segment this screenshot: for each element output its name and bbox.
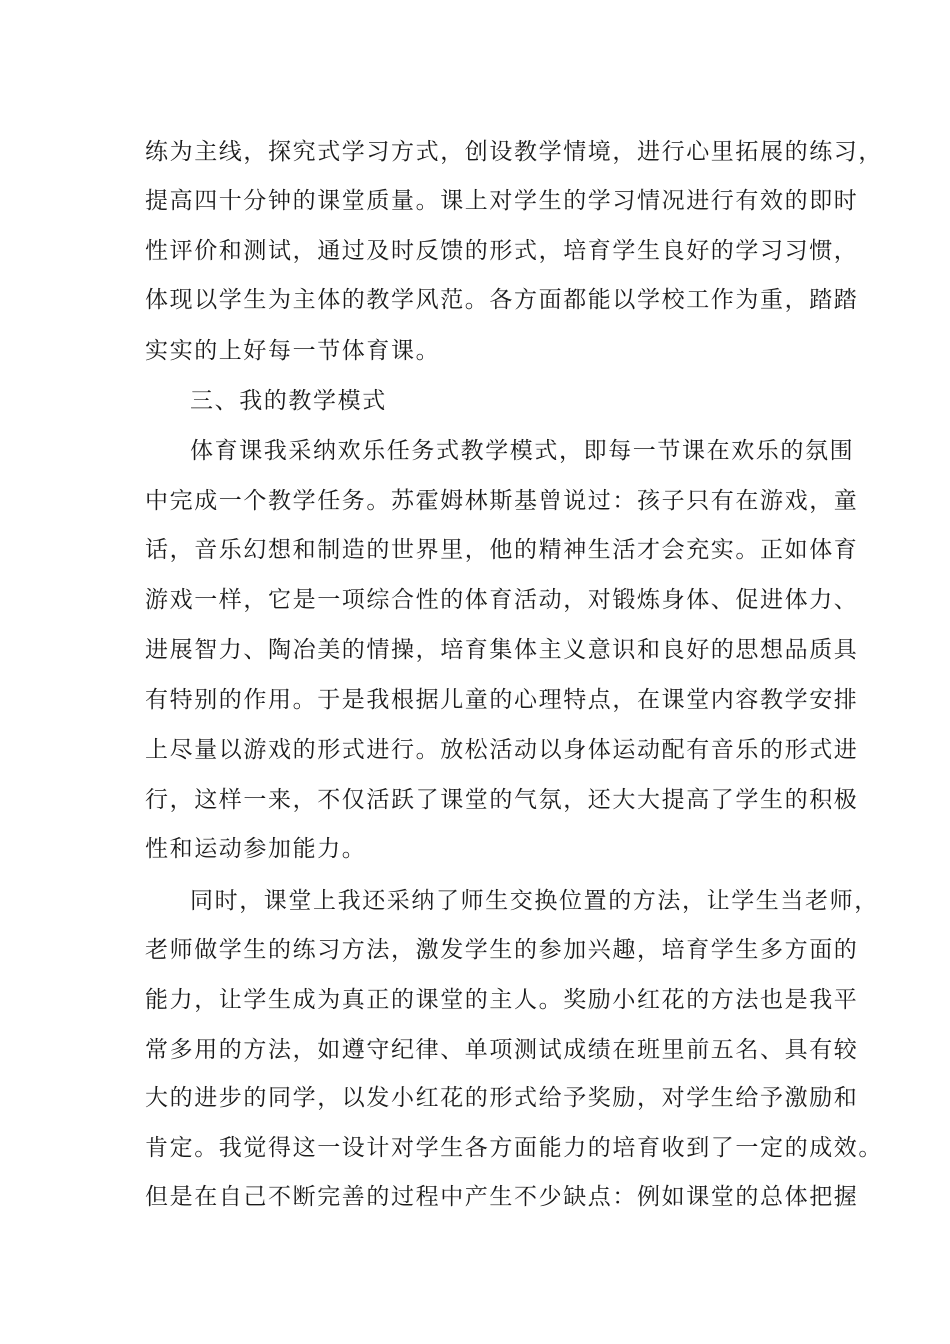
text-line: 进展智力、陶冶美的情操，培育集体主义意识和良好的思想品质具 [145,637,859,663]
text-line: 提高四十分钟的课堂质量。课上对学生的学习情况进行有效的即时 [145,188,859,214]
text-line: 行，这样一来，不仅活跃了课堂的气氛，还大大提高了学生的积极 [145,787,859,813]
text-line: 中完成一个教学任务。苏霍姆林斯基曾说过：孩子只有在游戏，童 [145,488,859,514]
section-heading: 三、我的教学模式 [190,388,387,414]
text-line: 肯定。我觉得这一设计对学生各方面能力的培育收到了一定的成效。 [145,1135,883,1161]
text-line: 性评价和测试，通过及时反馈的形式，培育学生良好的学习习惯， [145,238,859,264]
text-line: 有特别的作用。于是我根据儿童的心理特点，在课堂内容教学安排 [145,687,859,713]
text-line: 体现以学生为主体的教学风范。各方面都能以学校工作为重，踏踏 [145,287,859,313]
text-line: 体育课我采纳欢乐任务式教学模式，即每一节课在欢乐的氛围 [190,438,855,464]
text-line: 实实的上好每一节体育课。 [145,338,441,364]
text-line: 上尽量以游戏的形式进行。放松活动以身体运动配有音乐的形式进 [145,737,859,763]
text-line: 常多用的方法，如遵守纪律、单项测试成绩在班里前五名、具有较 [145,1037,859,1063]
text-line: 同时，课堂上我还采纳了师生交换位置的方法，让学生当老师， [190,888,879,914]
text-line: 能力，让学生成为真正的课堂的主人。奖励小红花的方法也是我平 [145,987,859,1013]
text-line: 性和运动参加能力。 [145,836,367,862]
text-line: 但是在自己不断完善的过程中产生不少缺点：例如课堂的总体把握 [145,1184,859,1210]
text-line: 大的进步的同学，以发小红花的形式给予奖励，对学生给予激励和 [145,1085,859,1111]
text-line: 游戏一样，它是一项综合性的体育活动，对锻炼身体、促进体力、 [145,587,859,613]
text-line: 话，音乐幻想和制造的世界里，他的精神生活才会充实。正如体育 [145,537,859,563]
text-line: 老师做学生的练习方法，激发学生的参加兴趣，培育学生多方面的 [145,937,859,963]
text-line: 练为主线，探究式学习方式，创设教学情境，进行心里拓展的练习， [145,139,883,165]
